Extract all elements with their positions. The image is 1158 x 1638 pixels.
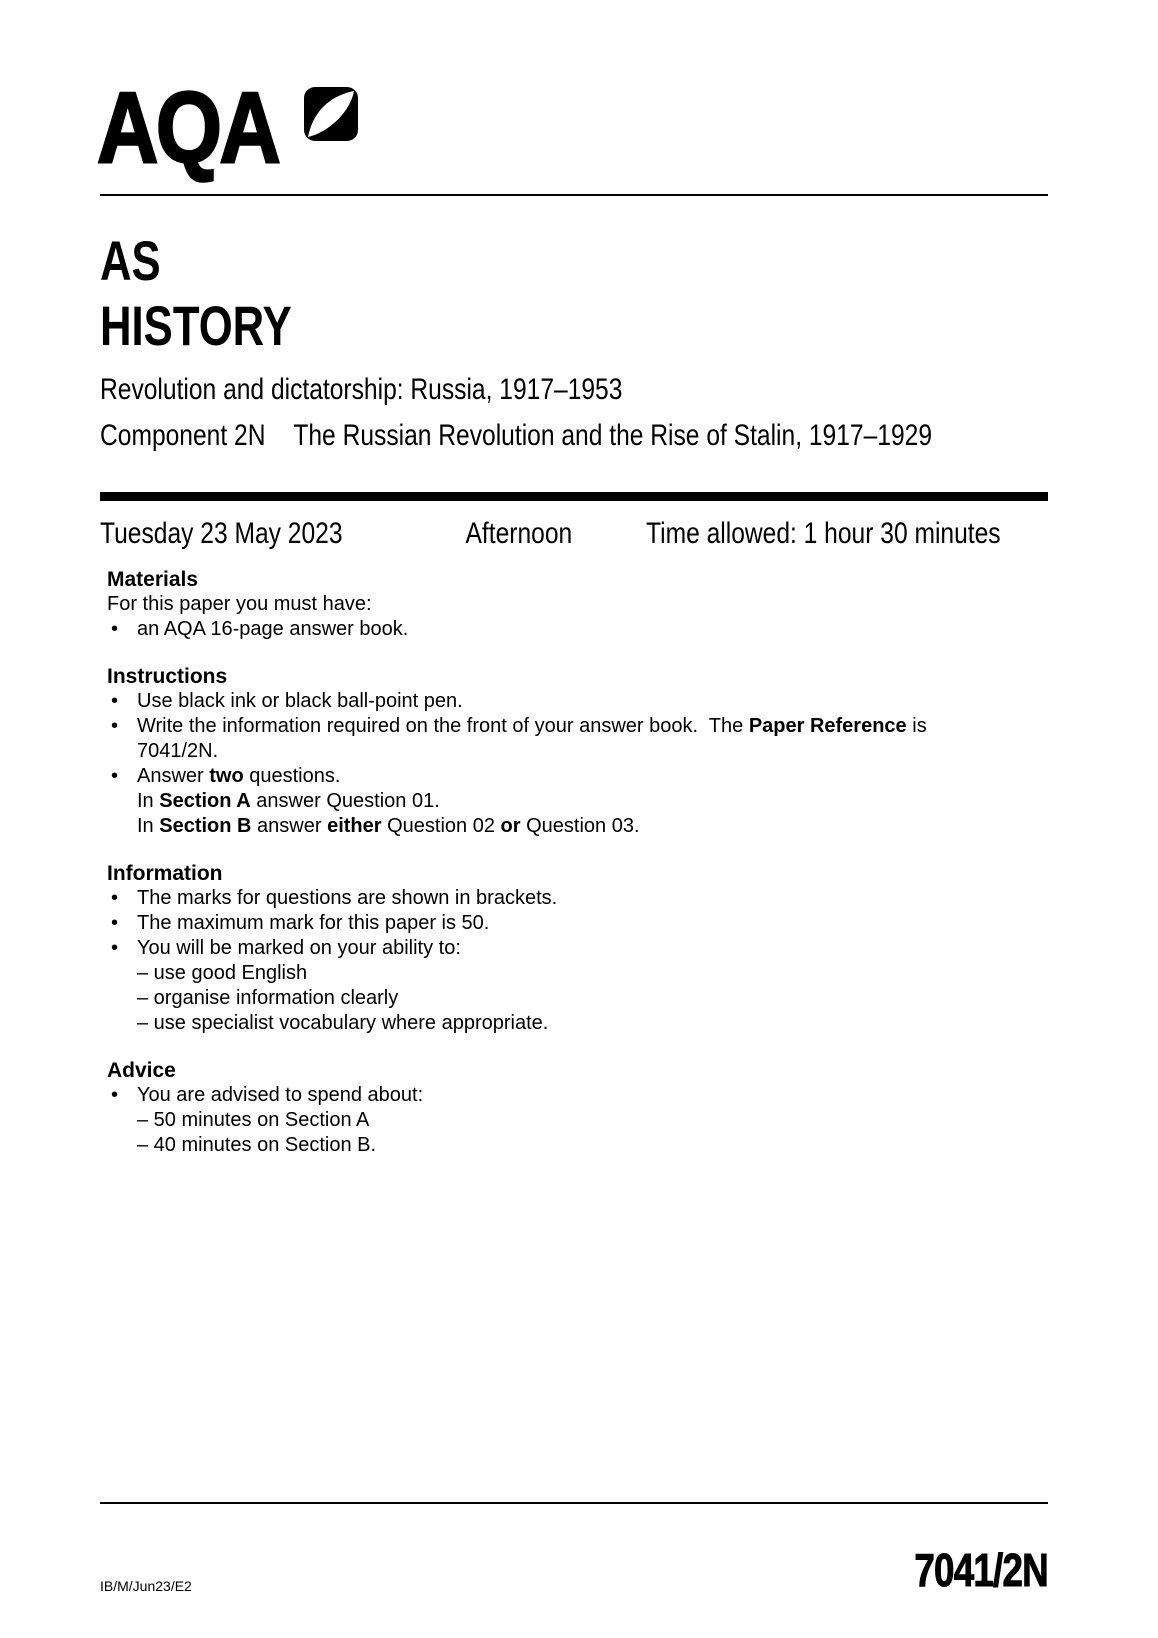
line-text: Answer two questions. [137,765,341,787]
bulleted-line [107,936,1048,961]
bullet-icon: • [111,912,119,934]
time-allowed: Time allowed: 1 hour 30 minutes [645,517,1001,550]
component-line [100,416,1048,456]
bullet-icon: • [111,765,119,787]
bullet-icon: • [111,1084,119,1106]
bulleted-line [107,764,1048,789]
bullet-icon: • [111,887,119,909]
bulleted-line [107,886,1048,911]
board-reference-code: IB/M/Jun23/E2 [100,1578,192,1594]
continuation-line [107,1011,1048,1036]
footer-divider [100,1502,1048,1504]
exam-sitting: Afternoon [465,517,573,550]
line-text: – 50 minutes on Section A [137,1109,370,1131]
line-text: You are advised to spend about: [137,1084,424,1106]
continuation-line [107,1133,1048,1158]
component-label: Component 2N [100,419,266,452]
aqa-logotype: AQA [97,72,279,184]
bulleted-line [107,714,1048,764]
session-line [100,515,1048,553]
bullet-icon: • [111,690,119,712]
subject-title: HISTORY [100,294,292,357]
paper-titles [100,370,1048,456]
continuation-line [107,789,1048,814]
info-section [107,1058,1048,1158]
bullet-icon: • [111,715,119,737]
bulleted-line [107,1083,1048,1108]
continuation-line [107,1108,1048,1133]
section-heading: Instructions [107,665,228,688]
paper-reference-code: 7041/2N [914,1544,1048,1596]
info-section [107,861,1048,1036]
line-text: an AQA 16-page answer book. [137,618,409,640]
bullet-icon: • [111,618,119,640]
title-divider [100,492,1048,501]
line-text: – use good English [137,962,308,984]
line-text: The maximum mark for this paper is 50. [137,912,490,934]
line-text: – 40 minutes on Section B. [137,1134,377,1156]
line-text: You will be marked on your ability to: [137,937,461,959]
line-text: Use black ink or black ball-point pen. [137,690,463,712]
continuation-line [107,961,1048,986]
bulleted-line [107,911,1048,936]
section-heading: Advice [107,1059,176,1082]
continuation-line [107,814,1048,839]
page-footer [100,1502,1048,1594]
bulleted-line [107,689,1048,714]
bulleted-line [107,617,1048,642]
qualification-title [100,228,1048,358]
qualification-level: AS [100,229,161,292]
header-divider [100,194,1048,196]
continuation-line [107,986,1048,1011]
section-heading: Information [107,862,223,885]
exam-date: Tuesday 23 May 2023 [100,517,343,550]
component-name: The Russian Revolution and the Rise of Stalin, 1917–1929 [293,419,933,452]
exam-paper-cover [97,0,1048,1158]
sections [100,567,1048,1158]
line-text: – organise information clearly [137,987,399,1009]
aqa-leaf-icon [304,87,358,141]
text-line [107,592,1048,617]
line-text: The marks for questions are shown in brackets. [137,887,558,909]
info-section [107,567,1048,642]
section-heading: Materials [107,568,199,591]
bullet-icon: • [111,937,119,959]
info-section [107,664,1048,839]
line-text: For this paper you must have: [107,593,372,615]
line-text: In Section B answer either Question 02 or Question 03. [137,815,640,837]
line-text: Write the information required on the front of your answer book. The Paper Reference is 7041/2N. [137,715,927,762]
line-text: In Section A answer Question 01. [137,790,440,812]
line-text: – use specialist vocabulary where appropriate. [137,1012,549,1034]
aqa-logo [97,72,1048,186]
footer-codes [100,1538,1048,1594]
series-title: Revolution and dictatorship: Russia, 1917–1953 [100,373,623,406]
